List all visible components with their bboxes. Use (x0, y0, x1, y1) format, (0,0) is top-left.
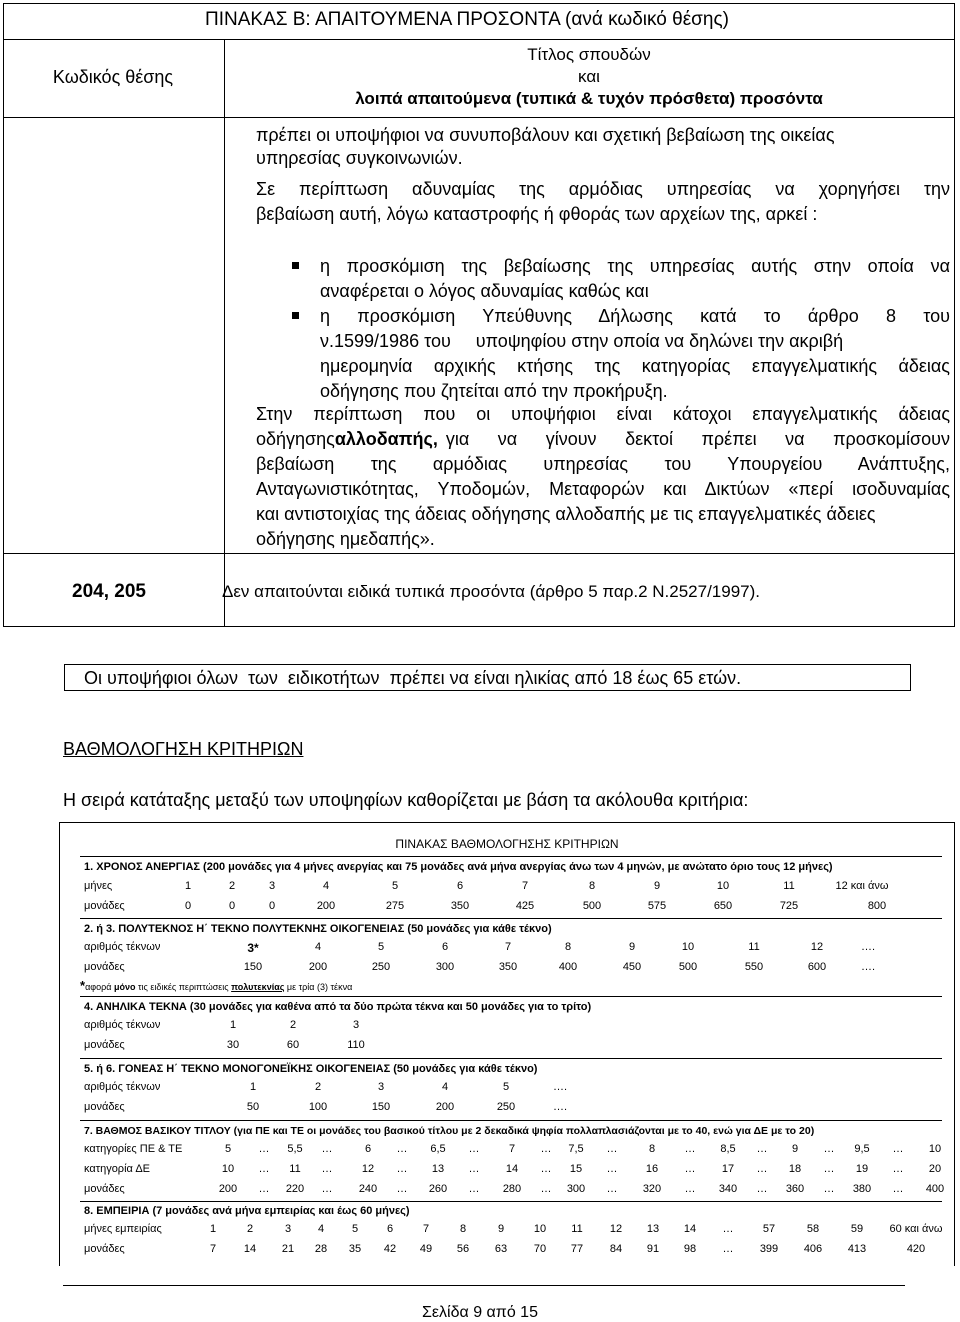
bullet-icon (292, 262, 299, 269)
value-cell: 56 (456, 1243, 470, 1255)
criteria-divider (80, 1120, 942, 1121)
value-cell: 10 (681, 941, 695, 953)
value-cell: 11 (783, 880, 795, 892)
criteria-divider (80, 1201, 942, 1202)
section-4-row-2-label: μονάδες (84, 1101, 125, 1113)
value-cell: 12 (361, 1163, 375, 1175)
value-cell: … (684, 1163, 696, 1175)
value-cell: 240 (358, 1183, 378, 1195)
position-code: 204, 205 (72, 581, 146, 602)
section-4-row-1-label: αριθμός τέκνων (84, 1081, 161, 1093)
page-number: Σελίδα 9 από 15 (422, 1304, 538, 1321)
value-cell: 21 (281, 1243, 295, 1255)
value-cell: … (468, 1183, 480, 1195)
p3-word-allodapis: αλλοδαπής, (334, 429, 438, 449)
value-cell: 400 (925, 1183, 945, 1195)
criteria-divider (80, 856, 942, 857)
value-cell: 58 (806, 1223, 820, 1235)
table-title: ΠΙΝΑΚΑΣ Β: ΑΠΑΙΤΟΥΜΕΝΑ ΠΡΟΣΟΝΤΑ (ανά κωδικό θέσης) (205, 9, 729, 30)
value-cell: … (396, 1143, 408, 1155)
criteria-heading: ΒΑΘΜΟΛΟΓΗΣΗ ΚΡΙΤΗΡΙΩΝ (63, 739, 304, 759)
section-2-title: 2. ή 3. ΠΟΛΥΤΕΚΝΟΣ Η΄ ΤΕΚΝΟ ΠΟΛΥΤΕΚΝΗΣ ΟΙΚΟΓΕΝΕΙΑΣ (50 μονάδες για κάθε τέκνο) (84, 923, 552, 935)
col-header-l2: και (578, 67, 600, 86)
section-5-row-2-label: κατηγορία ΔΕ (84, 1163, 150, 1175)
value-cell: 500 (678, 961, 698, 973)
value-cell: … (321, 1183, 333, 1195)
value-cell: 13 (431, 1163, 445, 1175)
value-cell: … (684, 1183, 696, 1195)
value-cell: 380 (852, 1183, 872, 1195)
value-cell: 14 (683, 1223, 697, 1235)
age-notice-text: Οι υποψήφιοι όλων των ειδικοτήτων πρέπει να είναι ηλικίας από 18 έως 65 ετών. (84, 668, 742, 688)
value-cell: …. (552, 1081, 568, 1093)
paragraph-3-line-3: βεβαίωση της αρμόδιας υπηρεσίας του Υπουργείου Ανάπτυξης, (256, 454, 950, 474)
value-cell: … (756, 1143, 768, 1155)
value-cell: …. (860, 961, 876, 973)
paragraph-3-line-1: Στην περίπτωση που οι υποψήφιοι είναι κάτοχοι επαγγελματικής άδειας (256, 404, 950, 424)
value-cell: … (468, 1143, 480, 1155)
value-cell: 12 (810, 941, 824, 953)
value-cell: 5 (351, 1223, 359, 1235)
value-cell: 59 (850, 1223, 864, 1235)
bullet-icon (292, 312, 299, 319)
value-cell: 19 (855, 1163, 869, 1175)
value-cell: … (722, 1223, 734, 1235)
section-2-row-1-label: αριθμός τέκνων (84, 941, 161, 953)
value-cell: 110 (347, 1039, 365, 1051)
value-cell: 150 (243, 961, 263, 973)
value-cell: 425 (515, 900, 535, 912)
value-cell: 18 (788, 1163, 802, 1175)
value-cell: 420 (906, 1243, 926, 1255)
value-cell: 6 (441, 941, 449, 953)
value-cell: 6 (386, 1223, 394, 1235)
value-cell: 10 (716, 880, 730, 892)
value-cell: 450 (622, 961, 642, 973)
value-cell: 550 (744, 961, 764, 973)
section-2-row-2-label: μονάδες (84, 961, 125, 973)
value-cell: 2 (228, 880, 236, 892)
value-cell: 220 (285, 1183, 305, 1195)
p3-rest: για να γίνουν δεκτοί πρέπει να προσκομίσουν (445, 429, 950, 449)
value-cell: 340 (718, 1183, 738, 1195)
p3-word-odigisis: οδήγησης (256, 429, 335, 449)
note-text-d: πολυτεκνίας (231, 982, 285, 992)
value-cell: … (258, 1183, 270, 1195)
value-cell: … (606, 1163, 618, 1175)
value-cell: 42 (383, 1243, 397, 1255)
value-cell: 200 (218, 1183, 238, 1195)
value-cell: … (258, 1143, 270, 1155)
value-cell: 3* (247, 941, 259, 955)
section-3-title: 4. ΑΝΗΛΙΚΑ ΤΕΚΝΑ (30 μονάδες για καθένα από τα δύο πρώτα τέκνα και 50 μονάδες για το τρίτο) (84, 1001, 592, 1013)
section-1-title: 1. ΧΡΟΝΟΣ ΑΝΕΡΓΙΑΣ (200 μονάδες για 4 μήνες ανεργίας και 75 μονάδες ανά μήνα ανεργίας άνω των 4 μηνών, με ανώτατο όριο τους 12 μήνες) (84, 861, 833, 873)
value-cell: 30 (226, 1039, 240, 1051)
value-cell: 406 (803, 1243, 823, 1255)
col-header-code: Κωδικός θέσης (52, 67, 174, 87)
value-cell: 500 (582, 900, 602, 912)
value-cell: 10 (533, 1223, 547, 1235)
position-requirements: Δεν απαιτούνται ειδικά τυπικά προσόντα (άρθρο 5 παρ.2 Ν.2527/1997). (222, 582, 761, 601)
value-cell: 250 (371, 961, 391, 973)
row-divider (4, 553, 954, 554)
value-cell: 3 (284, 1223, 292, 1235)
value-cell: 9 (497, 1223, 505, 1235)
paragraph-2-line-2: βεβαίωση αυτή, λόγω καταστροφής ή φθοράς των αρχείων της, αρκεί : (256, 204, 818, 224)
section-4-title: 5. ή 6. ΓΟΝΕΑΣ Η΄ ΤΕΚΝΟ ΜΟΝΟΓΟΝΕΪΚΗΣ ΟΙΚΟΓΕΝΕΙΑΣ (50 μονάδες για κάθε τέκνο) (84, 1063, 538, 1075)
value-cell: 320 (642, 1183, 662, 1195)
value-cell: 4 (317, 1223, 325, 1235)
value-cell: 5 (377, 941, 385, 953)
value-cell: 13 (646, 1223, 660, 1235)
value-cell: 413 (847, 1243, 867, 1255)
paragraph-3-line-5: και αντιστοιχίας της άδειας οδήγησης αλλοδαπής με τις επαγγελματικές άδειες (256, 504, 876, 524)
value-cell: 350 (498, 961, 518, 973)
value-cell: 11 (571, 1223, 583, 1235)
value-cell: 9 (628, 941, 636, 953)
bullet-2-line-1: η προσκόμιση Υπεύθυνης Δήλωσης κατά το άρθρο 8 του (320, 306, 950, 326)
note-text-e: με τρία (3) τέκνα (284, 982, 353, 992)
header-divider (4, 117, 954, 118)
value-cell: 150 (371, 1101, 391, 1113)
value-cell: 7 (209, 1243, 217, 1255)
value-cell: … (722, 1243, 734, 1255)
value-cell: 2 (289, 1019, 297, 1031)
criteria-divider (80, 996, 942, 997)
bullet-2-line-4: οδήγησης που ζητείται από την προκήρυξη. (320, 381, 668, 401)
value-cell: 275 (385, 900, 405, 912)
value-cell: 16 (645, 1163, 659, 1175)
section-1-row-2-label: μονάδες (84, 900, 125, 912)
note-text-b: μόνο (113, 982, 136, 992)
value-cell: 5 (502, 1081, 510, 1093)
value-cell: 14 (243, 1243, 257, 1255)
value-cell: 8 (564, 941, 572, 953)
value-cell: 10 (928, 1143, 942, 1155)
value-cell: … (892, 1163, 904, 1175)
value-cell: … (684, 1143, 696, 1155)
value-cell: 4 (314, 941, 322, 953)
value-cell: … (823, 1163, 835, 1175)
value-cell: 7,5 (568, 1143, 584, 1155)
value-cell: 300 (566, 1183, 586, 1195)
value-cell: 14 (505, 1163, 519, 1175)
age-notice-box (64, 664, 911, 691)
value-cell: 9 (791, 1143, 799, 1155)
section-5-title: 7. ΒΑΘΜΟΣ ΒΑΣΙΚΟΥ ΤΙΤΛΟΥ (για ΠΕ και ΤΕ οι μονάδες του βασικού τίτλου με 2 δεκαδικά ψηφία πολλαπλασιάζονται με το 40, ενώ για ΔΕ με το 20) (84, 1125, 815, 1137)
value-cell: 91 (646, 1243, 660, 1255)
value-cell: 6 (364, 1143, 372, 1155)
value-cell: … (823, 1143, 835, 1155)
value-cell: 60 και άνω (889, 1223, 943, 1235)
note-text-a: αφορά (85, 982, 114, 992)
value-cell: … (823, 1183, 835, 1195)
value-cell: … (396, 1163, 408, 1175)
value-cell: 98 (683, 1243, 697, 1255)
paragraph-3-line-6: οδήγησης ημεδαπής». (256, 529, 435, 549)
value-cell: 0 (268, 900, 276, 912)
footer-rule (63, 1285, 905, 1286)
title-divider (4, 39, 954, 40)
value-cell: 200 (316, 900, 336, 912)
value-cell: 7 (422, 1223, 430, 1235)
value-cell: 35 (348, 1243, 362, 1255)
value-cell: 200 (308, 961, 328, 973)
criteria-divider (80, 918, 942, 919)
value-cell: … (540, 1183, 552, 1195)
col-header-l1: Τίτλος σπουδών (527, 45, 651, 64)
value-cell: 2 (246, 1223, 254, 1235)
section-3-row-2-label: μονάδες (84, 1039, 125, 1051)
value-cell: 20 (928, 1163, 942, 1175)
section-5-row-1-label: κατηγορίες ΠΕ & ΤΕ (84, 1143, 183, 1155)
value-cell: … (756, 1183, 768, 1195)
value-cell: … (468, 1163, 480, 1175)
value-cell: 57 (762, 1223, 776, 1235)
value-cell: 50 (246, 1101, 260, 1113)
value-cell: 300 (435, 961, 455, 973)
value-cell: 250 (496, 1101, 516, 1113)
value-cell: 9 (653, 880, 661, 892)
value-cell: 2 (314, 1081, 322, 1093)
section-6-title: 8. ΕΜΠΕΙΡΙΑ (7 μονάδες ανά μήνα εμπειρίας και έως 60 μήνες) (84, 1205, 410, 1217)
paragraph-1-line-1: πρέπει οι υποψήφιοι να συνυποβάλουν και σχετική βεβαίωση της οικείας (256, 125, 835, 145)
value-cell: 49 (419, 1243, 433, 1255)
value-cell: … (540, 1143, 552, 1155)
criteria-divider (80, 1058, 942, 1059)
paragraph-1-line-2: υπηρεσίας συγκοινωνιών. (256, 148, 463, 168)
value-cell: 4 (441, 1081, 449, 1093)
value-cell: 17 (721, 1163, 735, 1175)
value-cell: 8 (459, 1223, 467, 1235)
value-cell: 15 (569, 1163, 583, 1175)
value-cell: 6 (456, 880, 464, 892)
value-cell: 3 (377, 1081, 385, 1093)
value-cell: 10 (221, 1163, 235, 1175)
value-cell: 100 (308, 1101, 328, 1113)
value-cell: 3 (268, 880, 276, 892)
value-cell: …. (860, 941, 876, 953)
value-cell: … (258, 1163, 270, 1175)
paragraph-3-line-2 (256, 429, 950, 450)
value-cell: 3 (352, 1019, 360, 1031)
value-cell: 1 (209, 1223, 217, 1235)
value-cell: 1 (249, 1081, 257, 1093)
paragraph-3-line-4: Ανταγωνιστικότητας, Υποδομών, Μεταφορών και Δικτύων «περί ισοδυναμίας (256, 479, 950, 499)
value-cell: … (321, 1143, 333, 1155)
value-cell: … (892, 1183, 904, 1195)
paragraph-2-line-1: Σε περίπτωση αδυναμίας της αρμόδιας υπηρεσίας να χορηγήσει την (256, 179, 950, 199)
column-divider (224, 39, 225, 626)
value-cell: 63 (494, 1243, 508, 1255)
value-cell: 260 (428, 1183, 448, 1195)
value-cell: … (540, 1163, 552, 1175)
value-cell: 725 (779, 900, 799, 912)
value-cell: 1 (184, 880, 192, 892)
value-cell: 12 (609, 1223, 623, 1235)
note-text-c: τις ειδικές περιπτώσεις (135, 982, 232, 992)
value-cell: 60 (286, 1039, 300, 1051)
value-cell: 7 (504, 941, 512, 953)
value-cell: 280 (502, 1183, 522, 1195)
value-cell: 360 (785, 1183, 805, 1195)
value-cell: 575 (647, 900, 667, 912)
section-6-row-1-label: μήνες εμπειρίας (84, 1223, 162, 1235)
value-cell: 400 (558, 961, 578, 973)
value-cell: 8,5 (720, 1143, 736, 1155)
section-1-row-1-label: μήνες (84, 880, 113, 892)
value-cell: 600 (807, 961, 827, 973)
value-cell: … (756, 1163, 768, 1175)
value-cell: 1 (229, 1019, 237, 1031)
value-cell: 11 (748, 941, 760, 953)
value-cell: … (892, 1143, 904, 1155)
value-cell: 200 (435, 1101, 455, 1113)
value-cell: 4 (322, 880, 330, 892)
value-cell: 800 (867, 900, 887, 912)
value-cell: 350 (450, 900, 470, 912)
value-cell: 650 (713, 900, 733, 912)
note-asterisk: * (80, 978, 86, 993)
bullet-2-line-3: ημερομηνία αρχικής κτήσης της κατηγορίας επαγγελματικής άδειας (320, 356, 950, 376)
bullet-1-line-1: η προσκόμιση της βεβαίωσης της υπηρεσίας αυτής στην οποία να (320, 256, 950, 276)
value-cell: 7 (521, 880, 529, 892)
value-cell: 12 και άνω (835, 880, 889, 892)
section-5-row-3-label: μονάδες (84, 1183, 125, 1195)
value-cell: 399 (759, 1243, 779, 1255)
value-cell: 8 (588, 880, 596, 892)
value-cell: … (606, 1143, 618, 1155)
value-cell: 5 (391, 880, 399, 892)
value-cell: 5 (224, 1143, 232, 1155)
value-cell: 77 (570, 1243, 584, 1255)
value-cell: 8 (648, 1143, 656, 1155)
value-cell: 0 (228, 900, 236, 912)
value-cell: …. (552, 1101, 568, 1113)
section-2-note (80, 978, 352, 993)
value-cell: 28 (314, 1243, 328, 1255)
value-cell: 7 (508, 1143, 516, 1155)
value-cell: 70 (533, 1243, 547, 1255)
value-cell: 84 (609, 1243, 623, 1255)
value-cell: … (321, 1163, 333, 1175)
criteria-intro: Η σειρά κατάταξης μεταξύ των υποψηφίων καθορίζεται με βάση τα ακόλουθα κριτήρια: (63, 790, 749, 810)
value-cell: 5,5 (287, 1143, 303, 1155)
value-cell: … (396, 1183, 408, 1195)
value-cell: 0 (184, 900, 192, 912)
value-cell: … (606, 1183, 618, 1195)
section-6-row-2-label: μονάδες (84, 1243, 125, 1255)
value-cell: 11 (289, 1163, 301, 1175)
col-header-l3: λοιπά απαιτούμενα (τυπικά & τυχόν πρόσθετα) προσόντα (355, 89, 823, 108)
section-3-row-1-label: αριθμός τέκνων (84, 1019, 161, 1031)
criteria-table-title: ΠΙΝΑΚΑΣ ΒΑΘΜΟΛΟΓΗΣΗΣ ΚΡΙΤΗΡΙΩΝ (395, 837, 619, 851)
value-cell: 6,5 (430, 1143, 446, 1155)
value-cell: 9,5 (854, 1143, 870, 1155)
bullet-1-line-2: αναφέρεται ο λόγος αδυναμίας καθώς και (320, 281, 649, 301)
bullet-2-line-2: ν.1599/1986 του υποψηφίου στην οποία να δηλώνει την ακριβή (320, 331, 844, 351)
